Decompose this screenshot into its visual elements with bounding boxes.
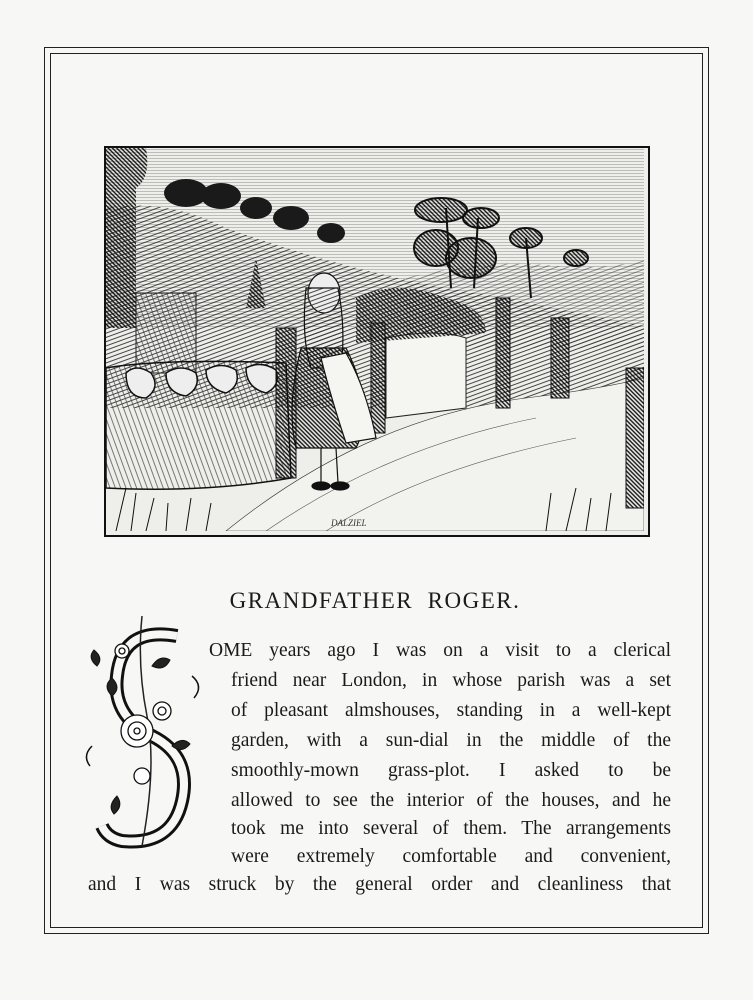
body-text-line: of pleasant almshouses, standing in a well-kept: [231, 700, 671, 721]
decorated-initial-s: [82, 606, 212, 866]
story-title: GRANDFATHER ROGER.: [229, 588, 521, 613]
body-text-line: allowed to see the interior of the houses, and he: [231, 790, 671, 811]
body-text-line: took me into several of them. The arrangements: [231, 818, 671, 839]
body-text-line: smoothly-mown grass-plot. I asked to be: [231, 760, 671, 781]
body-text-line: and I was struck by the general order and cleanliness that: [88, 874, 671, 895]
body-text-line: were extremely comfortable and convenient,: [231, 846, 671, 867]
engraver-signature: DALZIEL: [331, 518, 367, 528]
engraving-illustration: [104, 146, 650, 537]
body-text-line: garden, with a sun-dial in the middle of the: [231, 730, 671, 751]
body-text-line: OME years ago I was on a visit to a clerical: [209, 640, 671, 661]
body-text-line: friend near London, in whose parish was a set: [231, 670, 671, 691]
